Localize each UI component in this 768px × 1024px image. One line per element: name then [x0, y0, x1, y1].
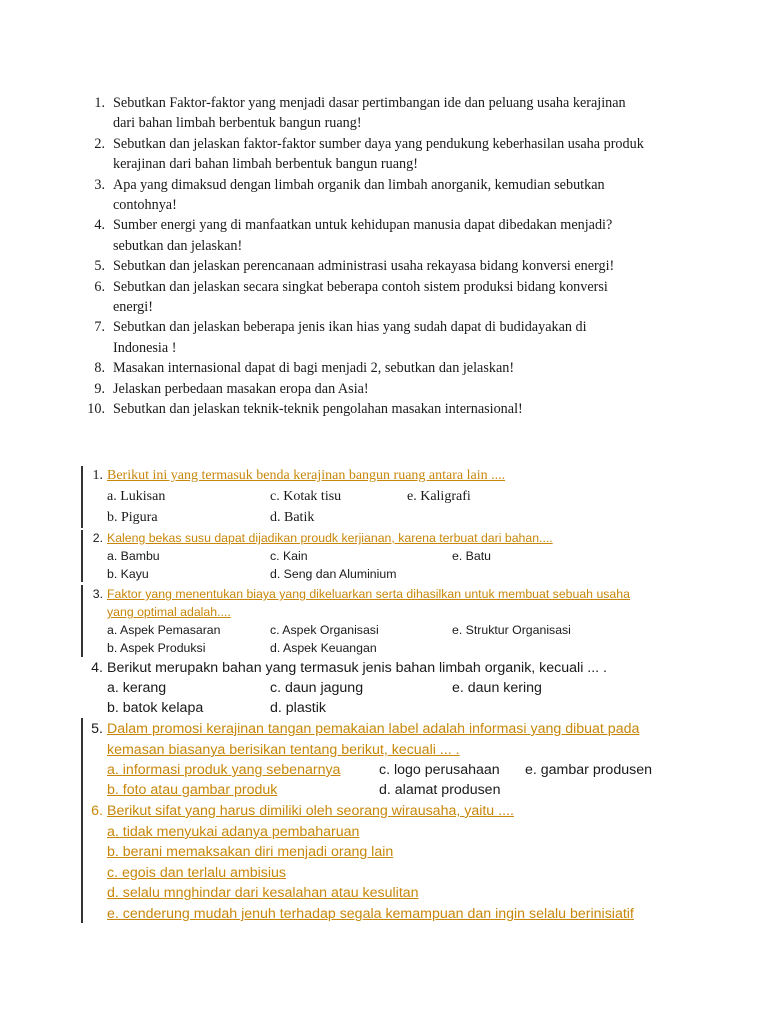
essay-item-number: 5. [94, 258, 105, 275]
option-a: a. Aspek Pemasaran [107, 623, 221, 637]
essay-item [0, 399, 768, 419]
option-d: d. plastik [270, 700, 326, 716]
essay-item [0, 93, 768, 134]
option-a: a. tidak menyukai adanya pembaharuan [107, 824, 360, 840]
essay-item [0, 358, 768, 378]
essay-item-text: Sumber energi yang di manfaatkan untuk kehidupan manusia dapat dibedakan menjadi? [113, 217, 613, 234]
essay-question-list [0, 93, 768, 420]
option-e: e. cenderung mudah jenuh terhadap segala kemampuan dan ingin selalu berinisiatif [107, 906, 634, 922]
option-b: b. batok kelapa [107, 700, 204, 716]
question-text: Berikut ini yang termasuk benda kerajinan bangun ruang antara lain .... [107, 468, 506, 483]
essay-item-text: Sebutkan dan jelaskan faktor-faktor sumber daya yang pendukung keberhasilan usaha produk [113, 135, 644, 152]
essay-item-text: Apa yang dimaksud dengan limbah organik dan limbah anorganik, kemudian sebutkan [113, 176, 605, 193]
essay-item-text: Indonesia ! [113, 339, 177, 356]
option-c: c. logo perusahaan [379, 762, 500, 778]
option-d: d. Seng dan Aluminium [270, 567, 397, 581]
option-b: b. Pigura [107, 510, 158, 525]
essay-item-text: Jelaskan perbedaan masakan eropa dan Asia! [113, 380, 369, 397]
essay-item-text: Sebutkan dan jelaskan beberapa jenis ikan hias yang sudah dapat di budidayakan di [113, 319, 587, 336]
essay-item-number: 2. [94, 135, 105, 152]
essay-item [0, 215, 768, 256]
option-a: a. Bambu [107, 549, 160, 563]
essay-item-text: Masakan internasional dapat di bagi menjadi 2, sebutkan dan jelaskan! [113, 360, 515, 377]
question-number: 1. [92, 468, 103, 483]
essay-item-text: kerajinan dari bahan limbah berbentuk bangun ruang! [113, 156, 418, 173]
essay-item-text: sebutkan dan jelaskan! [113, 237, 243, 254]
essay-item-text: contohnya! [113, 197, 177, 214]
essay-item-number: 4. [94, 217, 105, 234]
essay-item-text: energi! [113, 299, 153, 316]
option-d: d. Aspek Keuangan [270, 641, 377, 655]
essay-item-text: Sebutkan dan jelaskan teknik-teknik pengolahan masakan internasional! [113, 401, 523, 418]
option-b: b. berani memaksakan diri menjadi orang lain [107, 844, 394, 860]
essay-item-text: Sebutkan Faktor-faktor yang menjadi dasar pertimbangan ide dan peluang usaha kerajinan [113, 95, 626, 111]
option-c: c. daun jagung [270, 680, 364, 696]
option-b: b. Aspek Produksi [107, 641, 206, 655]
option-e: e. Kaligrafi [407, 489, 471, 504]
option-e: e. daun kering [452, 680, 542, 696]
option-c: c. Aspek Organisasi [270, 623, 379, 637]
option-e: e. Batu [452, 549, 491, 563]
question-text-line-2: kemasan biasanya berisikan tentang berikut, kecuali ... . [107, 742, 460, 758]
essay-item-number: 1. [94, 95, 105, 111]
option-c: c. Kain [270, 549, 308, 563]
essay-item-text: Sebutkan dan jelaskan perencanaan administrasi usaha rekayasa bidang konversi energi! [113, 258, 615, 275]
essay-item-number: 6. [94, 278, 105, 295]
essay-item-number: 3. [94, 176, 105, 193]
essay-item-text: Sebutkan dan jelaskan secara singkat beberapa contoh sistem produksi bidang konversi [113, 278, 608, 295]
essay-item-number: 9. [94, 380, 105, 397]
essay-item [0, 317, 768, 358]
essay-item-number: 8. [94, 360, 105, 377]
essay-item-number: 7. [94, 319, 105, 336]
essay-item [0, 134, 768, 175]
question-text-line-2: yang optimal adalah.... [107, 605, 231, 619]
option-d: d. alamat produsen [379, 782, 501, 798]
essay-item-number: 10. [87, 401, 105, 418]
option-c: c. Kotak tisu [270, 489, 342, 504]
essay-item [0, 175, 768, 216]
question-number: 5. [91, 721, 103, 737]
question-text: Kaleng bekas susu dapat dijadikan proudk kerjianan, karena terbuat dari bahan.... [107, 531, 553, 545]
essay-item [0, 277, 768, 318]
essay-item [0, 379, 768, 399]
essay-item [0, 256, 768, 276]
question-text-line-1: Faktor yang menentukan biaya yang dikeluarkan serta dihasilkan untuk membuat sebuah usaha [107, 587, 630, 601]
option-d: d. Batik [270, 510, 315, 525]
option-e: e. Struktur Organisasi [452, 623, 571, 637]
option-c: c. egois dan terlalu ambisius [107, 865, 287, 881]
question-number: 3. [92, 587, 103, 601]
option-d: d. selalu mnghindar dari kesalahan atau kesulitan [107, 885, 419, 901]
option-a: a. informasi produk yang sebenarnya [107, 762, 341, 778]
question-number: 6. [91, 803, 103, 819]
option-b: b. foto atau gambar produk [107, 782, 278, 798]
option-a: a. kerang [107, 680, 167, 696]
option-b: b. Kayu [107, 567, 149, 581]
question-number: 2. [92, 531, 103, 545]
question-number: 4. [91, 660, 103, 676]
option-a: a. Lukisan [107, 489, 166, 504]
margin-bar [81, 802, 83, 923]
question-text-line-1: Dalam promosi kerajinan tangan pemakaian label adalah informasi yang dibuat pada [107, 721, 640, 737]
option-e: e. gambar produsen [525, 762, 652, 778]
essay-item-text: dari bahan limbah berbentuk bangun ruang! [113, 115, 362, 132]
question-text: Berikut merupakn bahan yang termasuk jenis bahan limbah organik, kecuali ... . [107, 660, 607, 676]
question-text: Berikut sifat yang harus dimiliki oleh seorang wirausaha, yaitu .... [107, 803, 514, 819]
